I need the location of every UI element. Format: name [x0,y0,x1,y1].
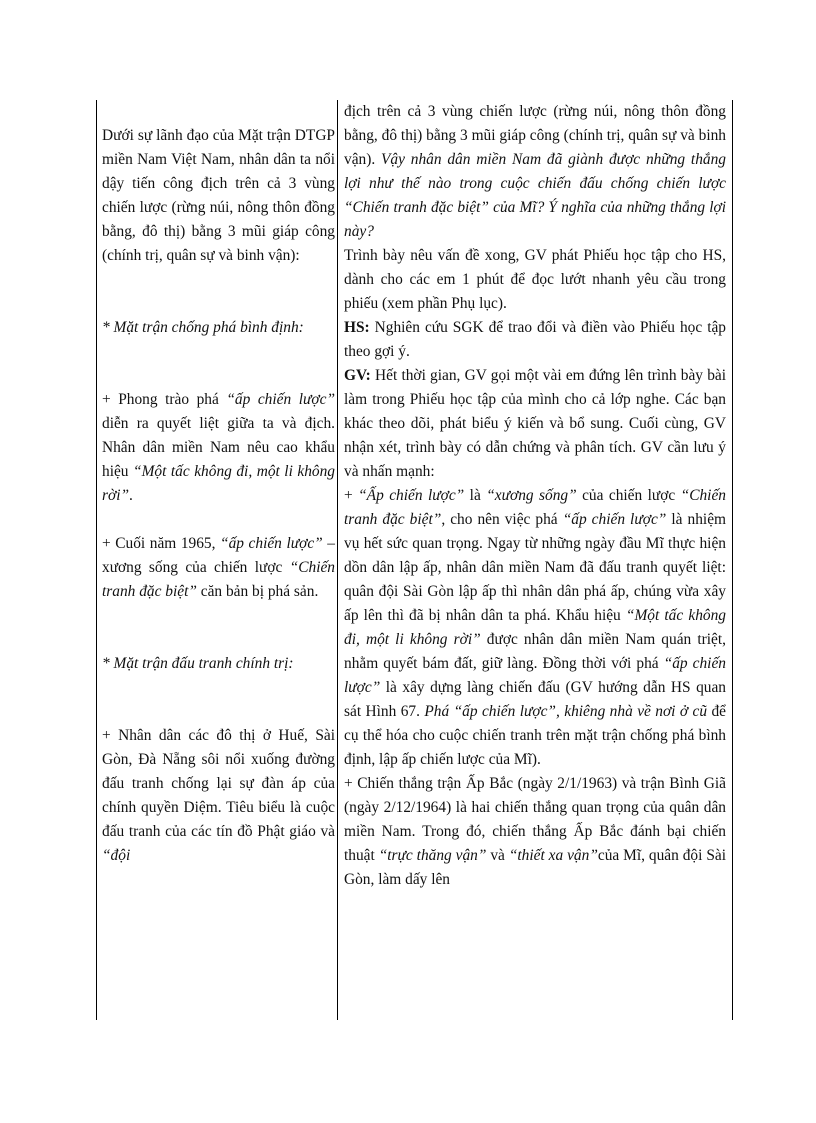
worksheet-instructions: Trình bày nêu vấn đề xong, GV phát Phiếu học tập cho HS, dành cho các em 1 phút để đọc lướt nhanh yêu cầu trong phiếu (xem phần Phụ lục). [344,247,726,312]
content-column [102,100,335,868]
strategic-hamlet-emphasis: + “Ấp chiến lược” là “xương sống” của chiến lược “Chiến tranh đặc biệt”, cho nên việc phá “ấp chiến lược” là nhiệm vụ hết sức quan trọng. Ngay từ những ngày đầu Mĩ thực hiện dồn dân lập ấp, nhân dân miền Nam đã đấu tranh quyết liệt: quân đội Sài Gòn lập ấp thì nhân dân phá ấp, chúng vừa xây ấp lên thì đã bị nhân dân ta phá. Khẩu hiệu “Một tấc không đi, một li không rời” được nhân dân miền Nam quán triệt, nhằm quyết bám đất, giữ làng. Đồng thời với phá “ấp chiến lược” là xây dựng làng chiến đấu (GV hướng dẫn HS quan sát Hình 67. Phá “ấp chiến lược”, khiêng nhà về nơi ở cũ để cụ thể hóa cho cuộc chiến tranh trên mặt trận chống phá bình định, lập ấp chiến lược của Mĩ). [344,487,727,768]
pacification-paragraph: + Phong trào phá “ấp chiến lược” diễn ra quyết liệt giữa ta và địch. Nhân dân miền Nam nêu cao khẩu hiệu “Một tấc không đi, một li không rời”. [102,391,336,504]
activity-column [344,100,726,892]
teacher-task: GV: Hết thời gian, GV gọi một vài em đứng lên trình bày bài làm trong Phiếu học tập của mình cho cả lớp nghe. Các bạn khác theo dõi, phát biểu ý kiến và bổ sung. Cuối cùng, GV nhận xét, trình bày có dẫn chứng và phân tích. GV cần lưu ý và nhấn mạnh: [344,367,726,480]
intro-paragraph: Dưới sự lãnh đạo của Mặt trận DTGP miền Nam Việt Nam, nhân dân ta nổi dậy tiến công địch trên cả 3 vùng chiến lược (rừng núi, nông thôn đồng bằng, đô thị) bằng 3 mũi giáp công (chính trị, quân sự và binh vận): [102,127,335,264]
problem-statement: địch trên cả 3 vùng chiến lược (rừng núi, nông thôn đồng bằng, đô thị) bằng 3 mũi giáp công (chính trị, quân sự và binh vận). Vậy nhân dân miền Nam đã giành được những thắng lợi như thế nào trong cuộc chiến đấu chống chiến lược “Chiến tranh đặc biệt” của Mĩ? Ý nghĩa của những thắng lợi này? [344,103,726,240]
student-task: HS: Nghiên cứu SGK để trao đổi và điền vào Phiếu học tập theo gợi ý. [344,319,726,360]
lesson-table [96,100,733,1020]
political-struggle-paragraph: + Nhân dân các đô thị ở Huế, Sài Gòn, Đà Nẵng sôi nổi xuống đường đấu tranh chống lại sự đàn áp của chính quyền Diệm. Tiêu biểu là cuộc đấu tranh của các tín đồ Phật giáo và “đội [102,727,335,864]
ap-bac-binh-gia-paragraph: + Chiến thắng trận Ấp Bắc (ngày 2/1/1963) và trận Bình Giã (ngày 2/12/1964) là hai chiến thắng quan trọng của quân dân miền Nam. Trong đó, chiến thắng Ấp Bắc đánh bại chiến thuật “trực thăng vận” và “thiết xa vận”của Mĩ, quân đội Sài Gòn, làm dấy lên [344,775,726,888]
table-border-left [96,100,97,1020]
table-column-divider [337,100,338,1020]
front1-heading: * Mặt trận chống phá bình định: [102,319,304,336]
table-border-right [732,100,733,1020]
strategic-hamlet-paragraph: + Cuối năm 1965, “ấp chiến lược” – xương sống của chiến lược “Chiến tranh đặc biệt” căn bản bị phá sản. [102,535,336,600]
front2-heading: * Mặt trận đấu tranh chính trị: [102,655,294,672]
